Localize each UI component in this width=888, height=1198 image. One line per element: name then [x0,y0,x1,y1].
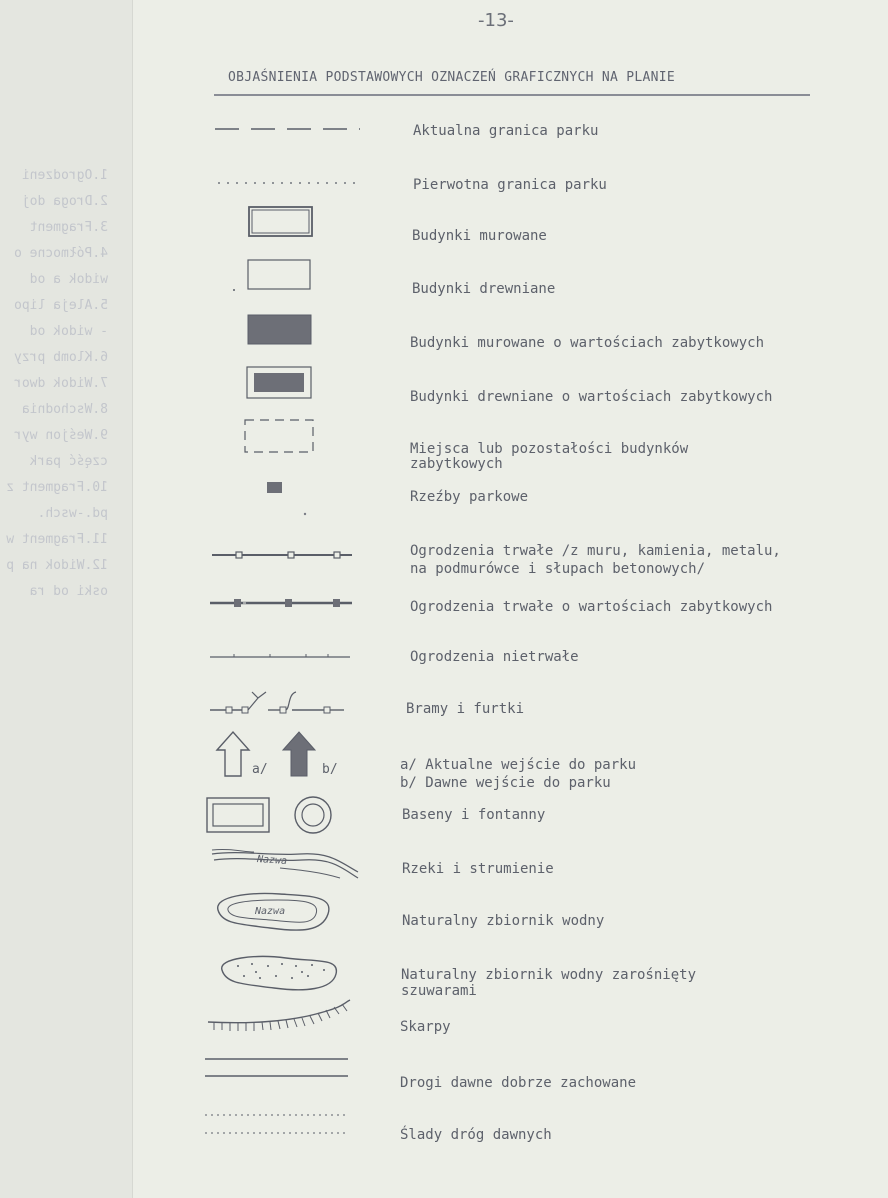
legend-row [0,688,888,728]
gate-icon [210,688,346,716]
sculpture-icon [266,481,308,517]
page-number: -13- [478,10,514,31]
legend-row [0,728,888,791]
wooden-building-icon [232,259,312,291]
legend-row [0,112,888,152]
legend-row [0,312,888,352]
legend-label: Budynki drewniane o wartościach zabytkowych [410,389,773,405]
legend-label: Drogi dawne dobrze zachowane [400,1075,637,1091]
escarpment-icon [206,1000,352,1036]
bleed-text: 11.Fragment w [6,532,108,547]
river-name-label: Nazwa [256,853,288,868]
legend-row [0,203,888,243]
legend-label: Naturalny zbiornik wodny zarośnięty [401,967,697,983]
entrance-a-label: a/ [252,762,268,777]
legend-row [0,646,888,686]
bleed-text: widok a od [29,272,108,287]
entrance-b-label: b/ [322,762,338,777]
bleed-text: 5.Aleja lipo [14,298,108,313]
bleed-text: 7.Widok dwor [14,376,108,391]
bleed-text: - widok od [29,324,108,339]
legend-label: a/ Aktualne wejście do parku [400,757,637,773]
legend-label: Budynki drewniane [412,281,556,297]
legend-label: Naturalny zbiornik wodny [402,913,605,929]
page-title: OBJAŚNIENIA PODSTAWOWYCH OZNACZEŃ GRAFICZNYCH NA PLANIE [228,70,675,85]
legend-label: Ogrodzenia trwałe /z muru, kamienia, metalu, [410,543,781,559]
old-road-icon [205,1056,348,1080]
legend-row [0,256,888,296]
legend-label: Budynki murowane [412,228,547,244]
legend-label: Ogrodzenia nietrwałe [410,649,579,665]
legend-label-line2: szuwarami [401,983,477,999]
bleed-text: 2.Droga doj [21,194,108,209]
legend-row [0,952,888,999]
brick-building-icon [248,206,314,238]
bleed-text: pd.-wsch. [37,506,108,521]
bleed-text: 1.Ogrodzeni [21,168,108,183]
legend-label: Ogrodzenia trwałe o wartościach zabytkowych [410,599,773,615]
legend-row [0,890,888,930]
legend-label: Skarpy [400,1019,451,1035]
legend-row [0,844,888,884]
legend-label: Rzeki i strumienie [402,861,554,877]
bleed-text: 3.Fragment [29,220,108,235]
legend-row [0,166,888,206]
bleed-text: 4.Półmocne o [14,246,108,261]
temporary-fence-icon [210,650,350,660]
title-underline [214,94,810,96]
legend-label: Pierwotna granica parku [413,177,607,193]
permanent-fence-icon [212,548,352,562]
bleed-text: 6.Klomb przy [14,350,108,365]
legend-label-line2: b/ Dawne wejście do parku [400,775,611,791]
bleed-text: 9.Weśjon wyr [14,428,108,443]
dashed-line-icon [215,127,360,131]
bleed-text: część park [29,454,108,469]
legend-row [0,794,888,834]
pool-fountain-icon [205,794,341,838]
former-building-icon [243,418,317,458]
legend-label: Bramy i furtki [406,701,525,717]
pond-name-label: Nazwa [255,906,286,917]
bleed-text: oski od ra [29,584,108,599]
legend-label: Ślady dróg dawnych [400,1127,552,1143]
legend-row [0,540,888,580]
bleed-text: 12.Widok na p [6,558,108,573]
legend-label-line2: zabytkowych [410,456,503,472]
legend-row [0,594,888,634]
legend-label-line2: na podmurówce i słupach betonowych/ [410,561,706,577]
legend-label: Miejsca lub pozostałości budynków [410,441,689,457]
dotted-line-icon [218,181,358,185]
legend-row [0,478,888,518]
bleed-text: 8.Wschodnia [21,402,108,417]
historic-brick-building-icon [247,314,313,346]
reedy-pond-icon [216,952,342,998]
legend-row [0,1000,888,1040]
legend-row [0,364,888,404]
legend-label: Rzeźby parkowe [410,489,529,505]
legend-label: Baseny i fontanny [402,807,546,823]
historic-wooden-building-icon [246,366,314,400]
legend-row [0,1106,888,1146]
legend-row [0,1050,888,1090]
historic-fence-icon [210,596,352,610]
legend-label: Budynki murowane o wartościach zabytkowych [410,335,765,351]
legend-label: Aktualna granica parku [413,123,599,139]
road-trace-icon [205,1112,348,1136]
bleed-text: 10.Fragment z [6,480,108,495]
